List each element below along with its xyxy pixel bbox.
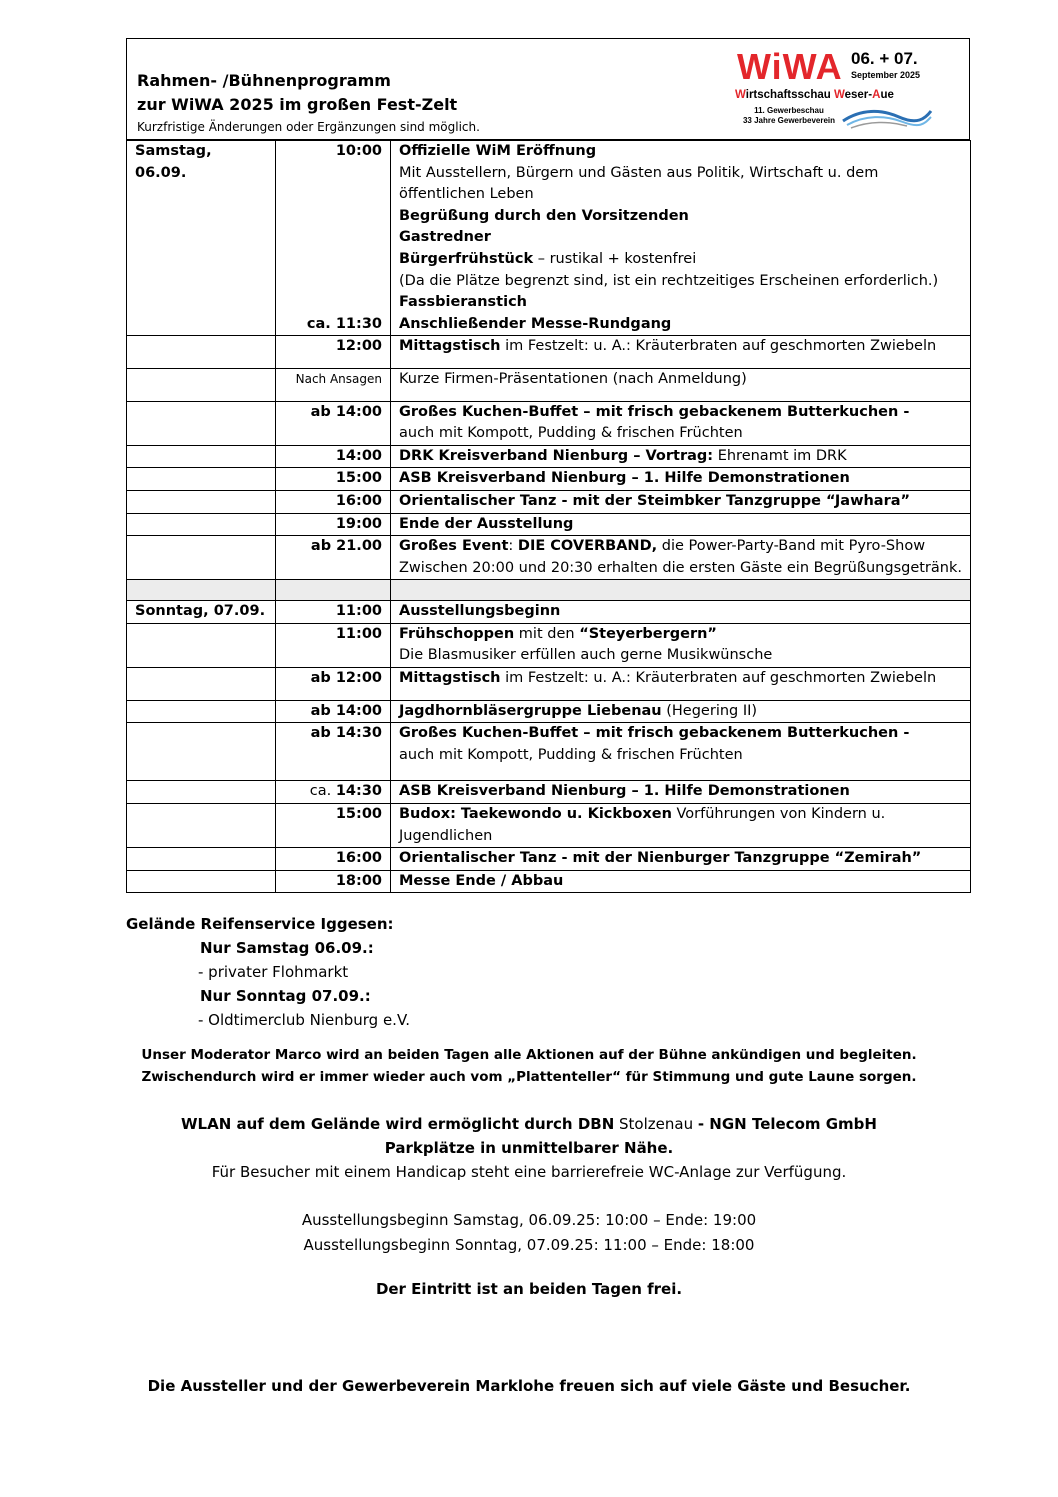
event-description: ASB Kreisverband Nienburg – 1. Hilfe Demonstrationen: [391, 468, 971, 491]
page-title: [137, 69, 457, 117]
logo-wordmark: WiWA: [737, 46, 843, 87]
table-row: [127, 804, 971, 848]
table-row: [127, 781, 971, 804]
table-row: [127, 848, 971, 871]
schedule-table: [126, 140, 971, 893]
parking-info: Parkplätze in unmittelbarer Nähe.: [384, 1139, 674, 1157]
event-description: Mittagstisch im Festzelt: u. A.: Kräuterbraten auf geschmorten Zwiebeln: [391, 668, 971, 701]
time-cell: 16:00: [276, 490, 391, 513]
table-row: [127, 700, 971, 723]
logo-month: September 2025: [851, 70, 921, 80]
event-description: Ende der Ausstellung: [391, 513, 971, 536]
day-label: Samstag, 06.09.: [127, 141, 276, 336]
table-row: [127, 401, 971, 445]
time-cell: 15:00: [276, 468, 391, 491]
event-description: Mittagstisch im Festzelt: u. A.: Kräuterbraten auf geschmorten Zwiebeln: [391, 336, 971, 369]
wlan-info: WLAN auf dem Gelände wird ermöglicht durch DBN Stolzenau - NGN Telecom GmbH Parkplätze in unmittelbarer Nähe. Für Besucher mit einem Handicap steht eine barrierefreie WC-Anlage zur Verfügung.: [0, 1112, 1058, 1184]
event-description: Großes Event: DIE COVERBAND, die Power-Party-Band mit Pyro-Show Zwischen 20:00 und 20:30 erhalten die ersten Gäste ein Begrüßungsgetränk.: [391, 536, 971, 580]
table-row: [127, 601, 971, 624]
table-row: [127, 468, 971, 491]
event-description: Großes Kuchen-Buffet – mit frisch gebackenem Butterkuchen - auch mit Kompott, Pudding & frischen Früchten: [391, 401, 971, 445]
time-cell: ca. 14:30: [276, 781, 391, 804]
event-description: Orientalischer Tanz - mit der Steimbker Tanzgruppe “Jawhara”: [391, 490, 971, 513]
program-header: [126, 38, 970, 140]
wc-info: Für Besucher mit einem Handicap steht eine barrierefreie WC-Anlage zur Verfügung.: [211, 1163, 847, 1181]
gelaende-saturday-item: - privater Flohmarkt: [198, 963, 349, 981]
table-row: [127, 368, 971, 401]
event-description: Jagdhornbläsergruppe Liebenau (Hegering II): [391, 700, 971, 723]
table-row: [127, 490, 971, 513]
table-row: [127, 668, 971, 701]
time-cell: 11:00: [276, 623, 391, 667]
title-line-2: zur WiWA 2025 im großen Fest-Zelt: [137, 95, 458, 114]
time-cell: 18:00: [276, 870, 391, 893]
gelaende-saturday: Nur Samstag 06.09.:: [200, 939, 374, 957]
event-description: ASB Kreisverband Nienburg – 1. Hilfe Demonstrationen: [391, 781, 971, 804]
subtitle: Kurzfristige Änderungen oder Ergänzungen sind möglich.: [137, 120, 480, 134]
gelaende-sunday-item: - Oldtimerclub Nienburg e.V.: [198, 1011, 411, 1029]
table-row: [127, 623, 971, 667]
time-cell: 19:00: [276, 513, 391, 536]
separator-row: [127, 580, 971, 601]
table-row: [127, 536, 971, 580]
event-description: Orientalischer Tanz - mit der Nienburger Tanzgruppe “Zemirah”: [391, 848, 971, 871]
time-cell: 14:00: [276, 445, 391, 468]
time-cell: 11:00: [276, 601, 391, 624]
moderator-note: Unser Moderator Marco wird an beiden Tagen alle Aktionen auf der Bühne ankündigen und begleiten. Zwischendurch wird er immer wieder auch vom „Plattenteller“ für Stimmung und gute Laune sorgen.: [141, 1047, 917, 1085]
time-cell: ab 12:00: [276, 668, 391, 701]
event-description: Frühschoppen mit den “Steyerbergern” Die Blasmusiker erfüllen auch gerne Musikwünsche: [391, 623, 971, 667]
opening-hours: Ausstellungsbeginn Samstag, 06.09.25: 10:00 – Ende: 19:00 Ausstellungsbeginn Sonntag, 07.09.25: 11:00 – Ende: 18:00: [301, 1211, 757, 1254]
event-description: Großes Kuchen-Buffet – mit frisch gebackenem Butterkuchen - auch mit Kompott, Pudding & frischen Früchten: [391, 723, 971, 781]
time-cell: 15:00: [276, 804, 391, 848]
time-cell: ab 21.00: [276, 536, 391, 580]
day-label: Sonntag, 07.09.: [127, 601, 276, 624]
event-description: Offizielle WiM Eröffnung Mit Ausstellern, Bürgern und Gästen aus Politik, Wirtschaft u. dem öffentlichen Leben Begrüßung durch den Vorsitzenden Gastredner Bürgerfrühstück – rustikal + kostenfrei (Da die Plätze begrenzt sind, ist ein rechtzeitiges Erscheinen erforderlich.) Fassbieranstich Anschließender Messe-Rundgang: [391, 141, 971, 336]
table-row: [127, 336, 971, 369]
table-row: [127, 445, 971, 468]
table-row: [127, 513, 971, 536]
table-row: [127, 870, 971, 893]
event-description: Ausstellungsbeginn: [391, 601, 971, 624]
title-line-1: Rahmen- /Bühnenprogramm: [137, 71, 391, 90]
event-description: Budox: Taekewondo u. Kickboxen Vorführungen von Kindern u. Jugendlichen: [391, 804, 971, 848]
time-cell: ab 14:00: [276, 401, 391, 445]
closing-note: Die Aussteller und der Gewerbeverein Marklohe freuen sich auf viele Gäste und Besucher.: [147, 1377, 911, 1395]
time-cell: 12:00: [276, 336, 391, 369]
logo-gewerbeschau: 11. Gewerbeschau 33 Jahre Gewerbeverein: [742, 106, 836, 125]
time-cell: ab 14:30: [276, 723, 391, 781]
wave-icon: [841, 105, 933, 131]
time-cell: ab 14:00: [276, 700, 391, 723]
time-cell: 10:00 ca. 11:30: [276, 141, 391, 336]
logo-dates: 06. + 07.: [851, 49, 918, 68]
event-description: Kurze Firmen-Präsentationen (nach Anmeldung): [391, 368, 971, 401]
gelaende-section: [126, 912, 410, 1032]
time-cell: 16:00: [276, 848, 391, 871]
logo-tagline: Wirtschaftsschau Weser-Aue: [735, 89, 894, 101]
free-entry-note: Der Eintritt ist an beiden Tagen frei.: [375, 1280, 683, 1298]
time-cell: Nach Ansagen: [276, 368, 391, 401]
gelaende-sunday: Nur Sonntag 07.09.:: [200, 987, 371, 1005]
wiwa-logo: [733, 45, 963, 135]
table-row: [127, 141, 971, 336]
gelaende-title: Gelände Reifenservice Iggesen:: [126, 915, 394, 933]
event-description: Messe Ende / Abbau: [391, 870, 971, 893]
table-row: [127, 723, 971, 781]
event-description: DRK Kreisverband Nienburg – Vortrag: Ehrenamt im DRK: [391, 445, 971, 468]
